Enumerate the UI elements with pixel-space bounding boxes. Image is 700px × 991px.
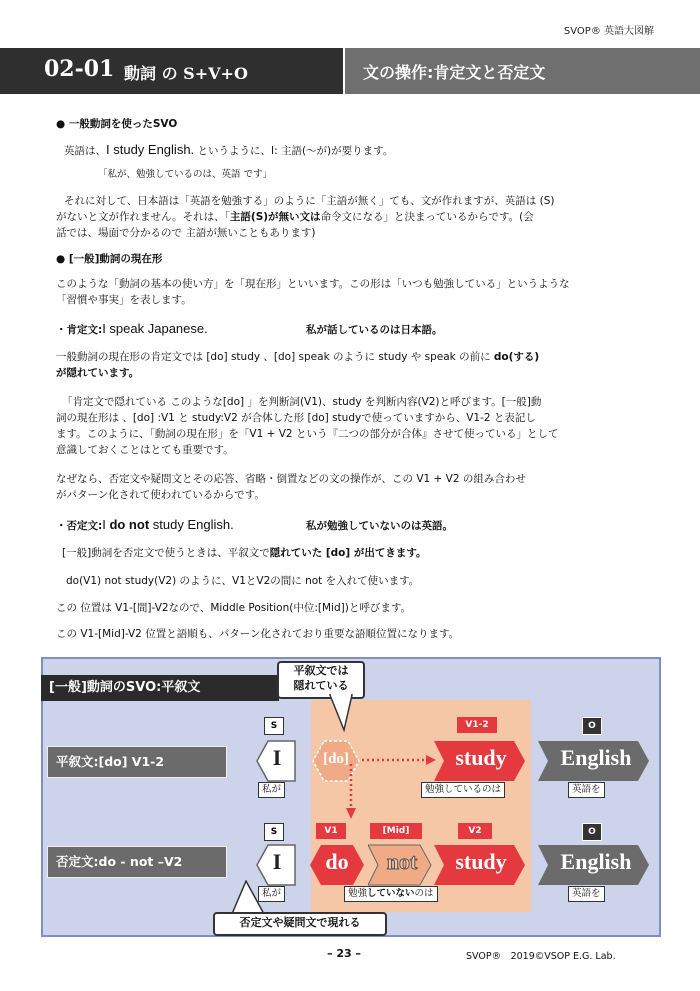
- affirmative-example: ・肯定文:I speak Japanese.: [56, 321, 208, 336]
- gloss-verb-neg: 勉強していないのは: [344, 886, 438, 902]
- gloss-subject-neg: 私が: [258, 886, 285, 902]
- para-v1-v2-line4: 意識しておくことはとても重要です。: [56, 444, 234, 456]
- para-not-between: do(V1) not study(V2) のように、V1とV2の間に not を入れて使います。: [66, 575, 420, 587]
- para-hidden-do-line1: 一般動詞の現在形の肯定文では [do] study 、[do] speak のように study や speak の前に do(する): [56, 351, 540, 363]
- negative-example: ・否定文:I do not study English.: [56, 517, 234, 532]
- gloss-verb: 勉強しているのは: [421, 782, 505, 798]
- para-reason-line1: なぜなら、否定文や疑問文とその応答、省略・倒置などの文の操作が、この V1 + V2 の組み合わせ: [56, 473, 526, 485]
- heading-svo: ● 一般動詞を使ったSVO: [56, 118, 178, 130]
- negative-translation: 私が勉強していないのは英語。: [306, 520, 453, 532]
- badge-mid: [Mid]: [370, 823, 422, 839]
- title-bar-left: [0, 48, 343, 94]
- badge-object: O: [582, 717, 602, 735]
- heading-present-tense: ● [一般]動詞の現在形: [56, 253, 163, 265]
- gloss-subject: 私が: [258, 782, 285, 798]
- callout-appear-pointer: [228, 880, 268, 916]
- para-negative-do: [一般]動詞を否定文で使うときは、平叙文で隠れていた [do] が出てきます。: [62, 547, 427, 559]
- para-japanese-line1: それに対して、日本語は「英語を勉強する」のように「主語が無く」ても、文が作れますが、英語は (S): [64, 195, 555, 207]
- row-label-negative: 否定文:do - not –V2: [47, 846, 227, 878]
- callout-appear: 否定文や疑問文で現れる: [213, 912, 387, 936]
- badge-v1: V1: [316, 823, 346, 839]
- para-pattern-importance: この V1-[Mid]-V2 位置と語順も、パターン化されており重要な語順位置になります。: [56, 628, 460, 640]
- para-japanese-line2: がないと文が作れません。それは、「主語(S)が無い文は命令文になる」と決まっているからです。(会: [56, 211, 534, 223]
- row-label-affirmative: 平叙文:[do] V1-2: [47, 746, 227, 778]
- para-reason-line2: がパターン化されて使われているからです。: [56, 489, 265, 501]
- para-present-line2: 「習慣や事実」を表します。: [56, 294, 192, 306]
- para-middle-position: この 位置は V1-[間]-V2なので、Middle Position(中位:[Mid])と呼びます。: [56, 602, 411, 614]
- badge-v2: V2: [458, 823, 492, 839]
- section-title: [124, 61, 248, 84]
- callout-hidden-pointer: [326, 694, 356, 734]
- para-english-needs-subject: 英語は、I study English. というように、I: 主語(〜が)が要ります。: [64, 142, 394, 157]
- object-word-neg: English: [560, 849, 632, 874]
- badge-subject-neg: S: [264, 823, 284, 841]
- object-word: English: [560, 745, 632, 770]
- quote-translation: 「私が、勉強しているのは、英語 です」: [98, 169, 273, 180]
- para-hidden-do-line2: が隠れています。: [56, 367, 140, 379]
- page-number: – 23 –: [327, 947, 361, 960]
- example-sentence: I study English.: [106, 142, 195, 157]
- hidden-do-word: [do]: [323, 751, 349, 767]
- verb-word-neg: study: [455, 849, 507, 874]
- topic-title: 文の操作:肯定文と否定文: [363, 63, 546, 82]
- para-japanese-line3: 話では、場面で分かるので 主語が無いこともあります): [56, 227, 316, 239]
- title-verb: 動詞 の: [124, 64, 178, 83]
- diagram-title: [一般]動詞のSVO:平叙文: [41, 675, 279, 701]
- title-svo: S+V+O: [183, 64, 248, 83]
- header-brand: SVOP® 英語大図解: [563, 26, 654, 37]
- gloss-object: 英語を: [568, 782, 605, 798]
- do-word: do: [325, 849, 349, 874]
- verb-word: study: [455, 745, 507, 770]
- para-v1-v2-line2: 詞の現在形は 、[do] :V1 と study:V2 が合体した形 [do] studyで使っていますから、V1-2 と表記し: [56, 412, 536, 424]
- dotted-arrow-right: [360, 745, 440, 775]
- dotted-arrow-down: [344, 762, 358, 822]
- affirmative-translation: 私が話しているのは日本語。: [306, 324, 443, 336]
- subject-word: I: [272, 745, 282, 770]
- callout-hidden: 平叙文では 隠れている: [277, 661, 365, 699]
- gloss-object-neg: 英語を: [568, 886, 605, 902]
- badge-subject: S: [264, 717, 284, 735]
- para-v1-v2-line1: 「肯定文で隠れている このような[do] 」を判断詞(V1)、study を判断内容(V2)と呼びます。[一般]動: [62, 396, 542, 408]
- footer-copyright: SVOP® 2019©VSOP E.G. Lab.: [466, 951, 616, 962]
- not-word: not: [386, 849, 418, 874]
- section-number: 02-01: [44, 56, 115, 82]
- badge-v1-2: V1-2: [457, 717, 497, 733]
- para-present-line1: このような「動詞の基本の使い方」を「現在形」といいます。この形は「いつも勉強している」というような: [56, 278, 570, 290]
- para-v1-v2-line3: ます。このように、「動詞の現在形」を「V1 + V2 という『二つの部分が合体』させて使っている」として: [56, 428, 559, 440]
- title-bar-right: [345, 48, 700, 94]
- badge-object-neg: O: [582, 823, 602, 841]
- subject-word-neg: I: [272, 849, 282, 874]
